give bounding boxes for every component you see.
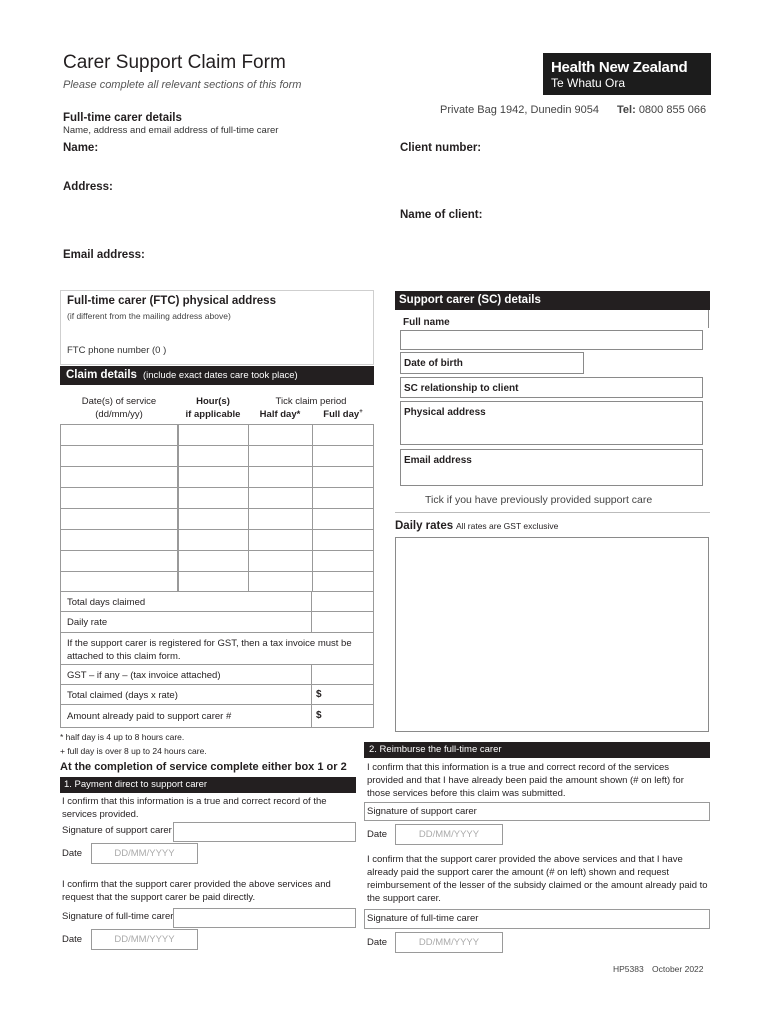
- completion-heading: [60, 761, 347, 773]
- form-code: HP5383: [613, 964, 644, 974]
- box2-confirm: I confirm that this information is a true and correct record of the services provided and that I have already been paid the amount shown (# on left) for those services before this claim was submitted.: [367, 762, 684, 799]
- daily-rates-heading: [395, 520, 558, 532]
- box2-heading: 2. Reimburse the full-time carer: [369, 744, 502, 755]
- logo-line2: Te Whatu Ora: [551, 76, 626, 90]
- sc-full-name-field[interactable]: [400, 330, 703, 350]
- half-day-note: * half day is 4 up to 8 hours care.: [60, 732, 185, 742]
- form-subtitle: Please complete all relevant sections of this form: [63, 79, 302, 91]
- sc-heading: Support carer (SC) details: [399, 294, 541, 306]
- half-day-cell[interactable]: [248, 466, 313, 488]
- sc-email-label: Email address: [404, 455, 472, 466]
- ftc-heading: Full-time carer details: [63, 112, 182, 124]
- col-hours-header: Hour(s): [196, 396, 230, 407]
- total-days-row: [60, 591, 312, 612]
- claim-details-bar: [60, 366, 374, 385]
- logo-line1: Health New Zealand: [551, 59, 688, 76]
- col-full-day: [312, 409, 374, 420]
- client-number-label: Client number:: [400, 142, 482, 154]
- box2-heading-bar: [364, 742, 710, 758]
- half-day-cell[interactable]: [248, 445, 313, 467]
- sc-physical-address-field[interactable]: [400, 401, 703, 445]
- date-cell[interactable]: [60, 550, 178, 572]
- box1-date-field[interactable]: DD/MM/YYYY: [91, 843, 198, 864]
- box1-date2-label: Date: [62, 934, 83, 945]
- date-cell[interactable]: [60, 571, 178, 593]
- total-days-label: Total days claimed: [67, 597, 146, 608]
- gst-note: If the support carer is registered for GST, then a tax invoice must be attached to this claim form.: [67, 638, 352, 662]
- form-date: October 2022: [652, 964, 704, 974]
- daily-rates-note: All rates are GST exclusive: [455, 521, 559, 531]
- box2-date2-label: Date: [367, 937, 388, 948]
- sc-physical-address-label: Physical address: [404, 407, 486, 418]
- ftc-phone-label[interactable]: FTC phone number (0 ): [67, 345, 167, 356]
- ftc-address-label: Address:: [63, 181, 113, 193]
- physical-address-heading: Full-time carer (FTC) physical address: [67, 295, 276, 307]
- total-days-input[interactable]: [311, 591, 374, 612]
- sc-dob-field[interactable]: [400, 352, 584, 374]
- client-name-label: Name of client:: [400, 209, 483, 221]
- sc-email-field[interactable]: [400, 449, 703, 486]
- full-day-sup: +: [359, 409, 363, 415]
- sc-full-name-label: Full name: [403, 317, 450, 328]
- box2-sig-sc-field[interactable]: [364, 802, 710, 821]
- date-cell[interactable]: [60, 466, 178, 488]
- divider: [395, 512, 710, 513]
- full-day-note: + full day is over 8 up to 24 hours care.: [60, 746, 207, 756]
- gst-input[interactable]: [311, 664, 374, 685]
- sc-dob-label: Date of birth: [404, 358, 463, 369]
- half-day-cell[interactable]: [248, 550, 313, 572]
- full-day-cell[interactable]: [312, 466, 374, 488]
- half-day-cell[interactable]: [248, 424, 313, 446]
- claim-heading: Claim details: [66, 369, 137, 381]
- sc-relationship-field[interactable]: [400, 377, 703, 398]
- sc-right-edge: [708, 310, 710, 328]
- box1-sig-sc-label: Signature of support carer: [62, 825, 172, 836]
- total-claimed-input[interactable]: [311, 684, 374, 705]
- already-paid-input[interactable]: [311, 704, 374, 728]
- form-title: Carer Support Claim Form: [63, 52, 286, 73]
- full-day-cell[interactable]: [312, 424, 374, 446]
- dollar-sign-1: $: [316, 689, 322, 700]
- box1-date-label: Date: [62, 848, 83, 859]
- col-dates-format: (dd/mm/yy): [95, 409, 143, 420]
- box2-sig-ftc-field[interactable]: [364, 909, 710, 929]
- gst-note-row: [60, 632, 374, 665]
- hours-cell[interactable]: [178, 508, 249, 530]
- gst-label: GST – if any – (tax invoice attached): [67, 670, 221, 681]
- telephone: [617, 104, 706, 116]
- date-cell[interactable]: [60, 508, 178, 530]
- ftc-email-label: Email address:: [63, 249, 145, 261]
- previously-provided-checkbox[interactable]: Tick if you have previously provided support care: [425, 494, 653, 506]
- half-day-cell[interactable]: [248, 508, 313, 530]
- tel-label: Tel:: [617, 104, 636, 116]
- full-day-cell[interactable]: [312, 529, 374, 551]
- daily-rate-label: Daily rate: [67, 617, 108, 628]
- box1-sig-sc-field[interactable]: [173, 822, 356, 842]
- date-cell[interactable]: [60, 487, 178, 509]
- full-day-cell[interactable]: [312, 571, 374, 593]
- date-cell[interactable]: [60, 445, 178, 467]
- half-day-cell[interactable]: [248, 487, 313, 509]
- full-day-cell[interactable]: [312, 550, 374, 572]
- completion-heading-d: 2: [340, 761, 347, 773]
- daily-rates-box: [395, 537, 709, 732]
- claim-heading-note: (include exact dates care took place): [143, 370, 298, 381]
- hours-cell[interactable]: [178, 424, 249, 446]
- col-hours-note: if applicable: [185, 409, 241, 420]
- daily-rate-input[interactable]: [311, 611, 374, 633]
- dollar-sign-2: $: [316, 710, 322, 721]
- ftc-name-label: Name:: [63, 142, 99, 154]
- half-day-cell[interactable]: [248, 571, 313, 593]
- col-period-header: Tick claim period: [275, 396, 347, 407]
- date-cell[interactable]: [60, 529, 178, 551]
- full-day-cell[interactable]: [312, 508, 374, 530]
- completion-heading-a: At the completion of service complete either box: [60, 761, 318, 773]
- sc-relationship-label: SC relationship to client: [404, 383, 519, 394]
- postal-address: Private Bag 1942, Dunedin 9054: [440, 104, 600, 116]
- col-half-day: Half day*: [259, 409, 301, 420]
- hours-cell[interactable]: [178, 571, 249, 593]
- total-claimed-label: Total claimed (days x rate): [67, 690, 178, 701]
- box1-sig-ftc-label: Signature of full-time carer: [62, 911, 174, 922]
- gst-row: [60, 664, 312, 685]
- box2-confirm2: I confirm that the support carer provided the above services and that I have already paid the support carer the amount (# on left) shown and request reimbursement of the lesser of the subsidy claimed or the amount already paid to the support carer.: [367, 854, 708, 904]
- hours-cell[interactable]: [178, 466, 249, 488]
- half-day-cell[interactable]: [248, 529, 313, 551]
- full-day-label: Full day: [323, 409, 360, 421]
- box1-sig-ftc-field[interactable]: [173, 908, 356, 928]
- col-dates-header: Date(s) of service: [81, 396, 157, 407]
- ftc-description: Name, address and email address of full-time carer: [63, 125, 279, 136]
- total-claimed-row: [60, 684, 312, 705]
- already-paid-row: [60, 704, 312, 728]
- hours-cell[interactable]: [178, 529, 249, 551]
- hours-cell[interactable]: [178, 550, 249, 572]
- tel-number: 0800 855 066: [638, 104, 707, 116]
- completion-heading-c: or: [323, 761, 341, 773]
- box1-confirm2: I confirm that the support carer provided the above services and request that the support carer be paid directly.: [62, 879, 331, 903]
- sc-heading-bar: [395, 291, 710, 310]
- box1-heading-bar: [60, 777, 356, 793]
- hours-cell[interactable]: [178, 487, 249, 509]
- completion-heading-b: 1: [317, 761, 324, 773]
- daily-rates-title: Daily rates: [395, 520, 454, 532]
- box2-sig-ftc-label: Signature of full-time carer: [367, 913, 479, 924]
- hours-cell[interactable]: [178, 445, 249, 467]
- daily-rate-row: [60, 611, 312, 633]
- date-cell[interactable]: [60, 424, 178, 446]
- full-day-cell[interactable]: [312, 445, 374, 467]
- box2-sig-sc-label: Signature of support carer: [367, 806, 477, 817]
- box1-date2-field[interactable]: DD/MM/YYYY: [91, 929, 198, 950]
- box1-heading: 1. Payment direct to support carer: [64, 779, 208, 790]
- already-paid-label: Amount already paid to support carer #: [67, 711, 232, 722]
- box2-date-label: Date: [367, 829, 388, 840]
- physical-address-note: (if different from the mailing address above): [67, 311, 231, 321]
- box2-date2-field[interactable]: DD/MM/YYYY: [395, 932, 503, 953]
- box1-confirm: I confirm that this information is a true and correct record of the services provided.: [62, 796, 327, 820]
- box2-date-field[interactable]: DD/MM/YYYY: [395, 824, 503, 845]
- full-day-cell[interactable]: [312, 487, 374, 509]
- health-nz-logo: [543, 53, 711, 95]
